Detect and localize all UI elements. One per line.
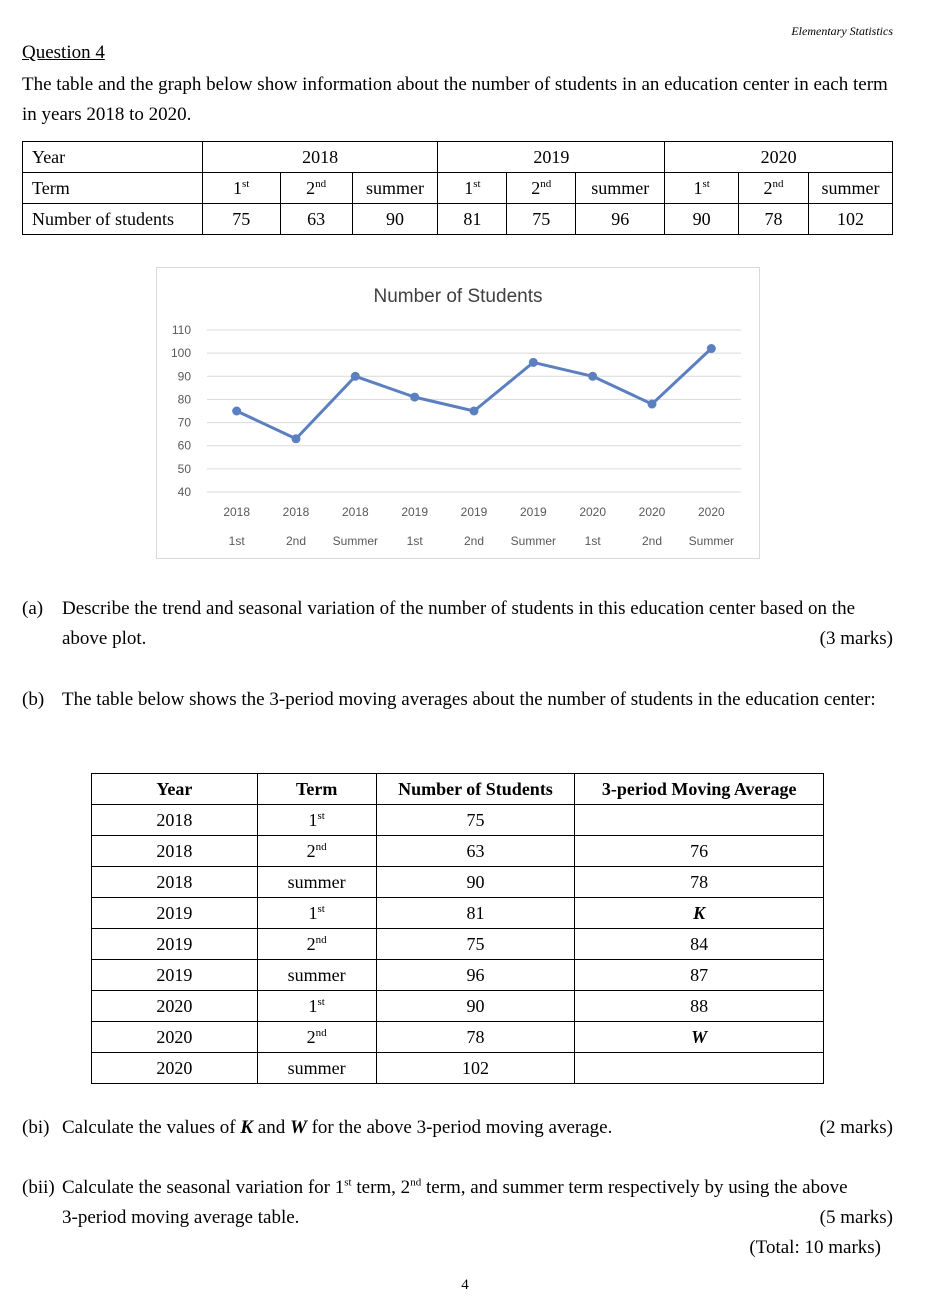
data-point <box>588 372 597 381</box>
students-cell: 63 <box>280 204 352 235</box>
course-header: Elementary Statistics <box>791 24 893 38</box>
x-tick-label-year: 2019 <box>401 505 429 519</box>
x-tick-label-term: 1st <box>584 534 601 548</box>
table-row: 2020 2nd 78 W <box>92 1022 824 1053</box>
term-cell: 1st <box>202 173 280 204</box>
data-point <box>410 393 419 402</box>
table-row: 2020 1st 90 88 <box>92 991 824 1022</box>
part-bii-text-cont: 3-period moving average table. <box>62 1207 300 1228</box>
x-tick-label-term: 2nd <box>285 534 307 548</box>
term-row <box>23 173 893 204</box>
part-a-marks: (3 marks) <box>819 628 893 649</box>
term-cell: summer <box>808 173 892 204</box>
x-tick-label-year: 2018 <box>341 505 369 519</box>
part-a-label: (a) <box>22 598 44 619</box>
table-row: 2018 1st 75 <box>92 805 824 836</box>
chart-title: Number of Students <box>373 286 543 307</box>
part-bi-label: (bi) <box>22 1117 50 1138</box>
students-cell: 81 <box>438 204 507 235</box>
question-title: Question 4 <box>22 42 105 63</box>
part-bi-text: Calculate the values of K and W for the above 3-period moving average. <box>62 1117 613 1138</box>
term-cell: summer <box>576 173 665 204</box>
table-row: 2019 summer 96 87 <box>92 960 824 991</box>
students-cell: 75 <box>202 204 280 235</box>
row-label: Term <box>23 173 203 204</box>
table-row: 2020 summer 102 <box>92 1053 824 1084</box>
x-tick-label-term: 2nd <box>641 534 663 548</box>
part-bii-label: (bii) <box>22 1177 55 1198</box>
x-tick-label-term: Summer <box>332 534 379 548</box>
data-point <box>292 434 301 443</box>
term-cell: 2nd <box>280 173 352 204</box>
table-row: 2018 summer 90 78 <box>92 867 824 898</box>
data-point <box>529 358 538 367</box>
y-tick-label: 80 <box>177 392 191 407</box>
y-tick-label: 90 <box>177 369 191 384</box>
header-students: Number of Students <box>376 774 575 805</box>
header-moving-average: 3-period Moving Average <box>575 774 824 805</box>
page-number: 4 <box>461 1277 469 1293</box>
year-cell: 2019 <box>438 142 665 173</box>
part-bii-marks: (5 marks) <box>819 1207 893 1228</box>
moving-average-table <box>91 773 824 1084</box>
y-tick-label: 50 <box>177 461 191 476</box>
row-label: Number of students <box>23 204 203 235</box>
header-year: Year <box>92 774 258 805</box>
line-chart <box>156 267 760 559</box>
unknown-k: K <box>575 898 824 929</box>
term-cell: 2nd <box>507 173 576 204</box>
year-cell: 2018 <box>202 142 438 173</box>
year-row <box>23 142 893 173</box>
y-tick-label: 70 <box>177 415 191 430</box>
data-point <box>707 344 716 353</box>
x-tick-label-term: 1st <box>228 534 245 548</box>
x-tick-label-term: 2nd <box>463 534 485 548</box>
part-b-text: The table below shows the 3-period moving averages about the number of students in the education center: <box>62 689 876 710</box>
series-line <box>237 349 712 439</box>
x-tick-label-year: 2019 <box>519 505 547 519</box>
table-row: 2018 2nd 63 76 <box>92 836 824 867</box>
x-tick-label-term: Summer <box>688 534 735 548</box>
students-cell: 75 <box>507 204 576 235</box>
part-bii-text: Calculate the seasonal variation for 1st term, 2nd term, and summer term respectively by using the above <box>62 1176 848 1198</box>
part-b-label: (b) <box>22 689 45 710</box>
students-cell: 78 <box>739 204 809 235</box>
table-row: 2019 2nd 75 84 <box>92 929 824 960</box>
y-tick-label: 60 <box>177 438 191 453</box>
data-point <box>232 407 241 416</box>
table-row: 2019 1st 81 K <box>92 898 824 929</box>
term-cell: 1st <box>438 173 507 204</box>
year-cell: 2020 <box>665 142 893 173</box>
data-point <box>351 372 360 381</box>
x-tick-label-year: 2020 <box>638 505 666 519</box>
x-tick-label-year: 2018 <box>282 505 310 519</box>
students-cell: 90 <box>665 204 739 235</box>
term-cell: 2nd <box>739 173 809 204</box>
question-intro: The table and the graph below show information about the number of students in an education center in each term in years 2018 to 2020. <box>22 74 888 125</box>
part-bi-marks: (2 marks) <box>819 1117 893 1138</box>
row-label: Year <box>23 142 203 173</box>
total-marks: (Total: 10 marks) <box>749 1237 881 1258</box>
students-cell: 96 <box>576 204 665 235</box>
student-summary-table <box>22 141 893 235</box>
header-row <box>92 774 824 805</box>
y-tick-label: 40 <box>177 485 191 499</box>
part-a-text: Describe the trend and seasonal variation of the number of students in this education center based on the above plot. <box>62 598 855 649</box>
data-point <box>470 407 479 416</box>
x-tick-label-year: 2020 <box>579 505 607 519</box>
chart-svg <box>157 268 759 558</box>
y-tick-label: 100 <box>170 346 191 361</box>
x-tick-label-year: 2020 <box>697 505 725 519</box>
x-tick-label-year: 2019 <box>460 505 488 519</box>
data-point <box>648 400 657 409</box>
unknown-w: W <box>575 1022 824 1053</box>
header-term: Term <box>257 774 376 805</box>
y-tick-label: 110 <box>171 323 191 337</box>
term-cell: summer <box>352 173 438 204</box>
x-tick-label-term: Summer <box>510 534 557 548</box>
term-cell: 1st <box>665 173 739 204</box>
x-tick-label-term: 1st <box>406 534 423 548</box>
students-cell: 102 <box>808 204 892 235</box>
x-tick-label-year: 2018 <box>223 505 251 519</box>
students-cell: 90 <box>352 204 438 235</box>
students-row <box>23 204 893 235</box>
